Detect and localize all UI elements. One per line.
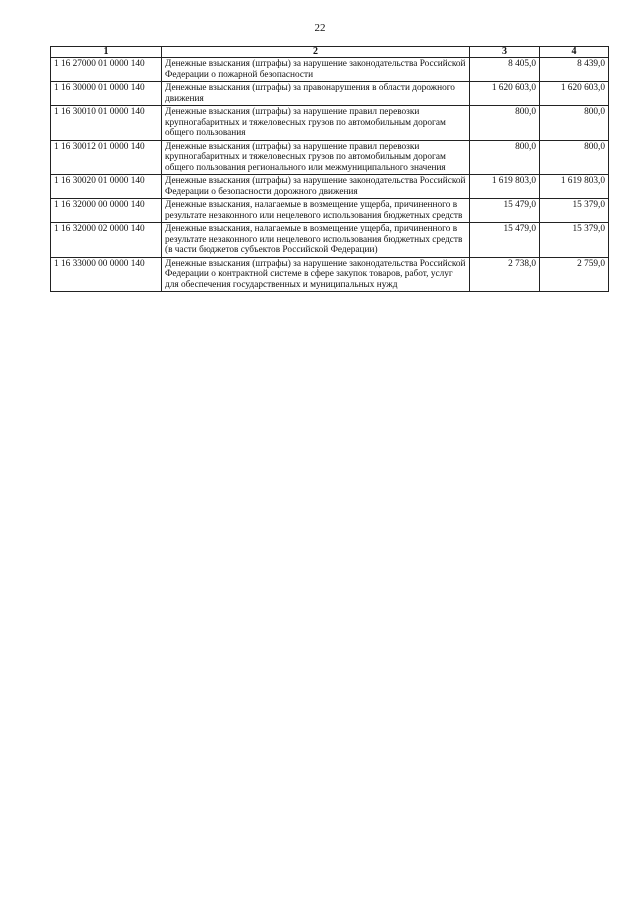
- row-value-col4: 800,0: [540, 106, 609, 141]
- row-description: Денежные взыскания (штрафы) за нарушение законодательства Российской Федерации о безопасности дорожного движения: [162, 175, 470, 199]
- row-value-col4: 2 759,0: [540, 257, 609, 292]
- row-code: 1 16 30000 01 0000 140: [51, 82, 162, 106]
- row-code: 1 16 30012 01 0000 140: [51, 140, 162, 175]
- header-col-3: 3: [470, 47, 540, 58]
- row-code: 1 16 32000 02 0000 140: [51, 223, 162, 258]
- row-code: 1 16 32000 00 0000 140: [51, 199, 162, 223]
- row-value-col3: 1 620 603,0: [470, 82, 540, 106]
- row-description: Денежные взыскания (штрафы) за нарушение правил перевозки крупногабаритных и тяжеловесных грузов по автомобильным дорогам общего пользования регионального или межмуниципального значения: [162, 140, 470, 175]
- table-row: [51, 199, 609, 223]
- row-value-col3: 8 405,0: [470, 58, 540, 82]
- row-value-col3: 15 479,0: [470, 223, 540, 258]
- row-description: Денежные взыскания, налагаемые в возмещение ущерба, причиненного в результате незаконного или нецелевого использования бюджетных средств (в части бюджетов субъектов Российской Федерации): [162, 223, 470, 258]
- table-row: [51, 257, 609, 292]
- row-description: Денежные взыскания (штрафы) за нарушение законодательства Российской Федерации о пожарной безопасности: [162, 58, 470, 82]
- table-row: [51, 58, 609, 82]
- row-value-col3: 2 738,0: [470, 257, 540, 292]
- row-description: Денежные взыскания (штрафы) за нарушение правил перевозки крупногабаритных и тяжеловесных грузов по автомобильным дорогам общего пользования: [162, 106, 470, 141]
- row-value-col3: 800,0: [470, 106, 540, 141]
- row-value-col4: 15 379,0: [540, 223, 609, 258]
- table-row: [51, 140, 609, 175]
- header-col-4: 4: [540, 47, 609, 58]
- row-value-col4: 1 620 603,0: [540, 82, 609, 106]
- table-header-row: [51, 47, 609, 58]
- row-value-col3: 15 479,0: [470, 199, 540, 223]
- table-row: [51, 175, 609, 199]
- table-row: [51, 82, 609, 106]
- row-description: Денежные взыскания, налагаемые в возмещение ущерба, причиненного в результате незаконного или нецелевого использования бюджетных средств: [162, 199, 470, 223]
- header-col-1: 1: [51, 47, 162, 58]
- row-value-col4: 8 439,0: [540, 58, 609, 82]
- row-code: 1 16 33000 00 0000 140: [51, 257, 162, 292]
- table-row: [51, 223, 609, 258]
- row-code: 1 16 30010 01 0000 140: [51, 106, 162, 141]
- revenue-table: [50, 46, 609, 292]
- row-value-col3: 800,0: [470, 140, 540, 175]
- row-value-col4: 800,0: [540, 140, 609, 175]
- page-number: 22: [314, 22, 326, 34]
- row-code: 1 16 27000 01 0000 140: [51, 58, 162, 82]
- row-description: Денежные взыскания (штрафы) за правонарушения в области дорожного движения: [162, 82, 470, 106]
- row-value-col4: 15 379,0: [540, 199, 609, 223]
- row-value-col3: 1 619 803,0: [470, 175, 540, 199]
- row-code: 1 16 30020 01 0000 140: [51, 175, 162, 199]
- table-row: [51, 106, 609, 141]
- row-description: Денежные взыскания (штрафы) за нарушение законодательства Российской Федерации о контрактной системе в сфере закупок товаров, работ, услуг для обеспечения государственных и муниципальных нужд: [162, 257, 470, 292]
- row-value-col4: 1 619 803,0: [540, 175, 609, 199]
- header-col-2: 2: [162, 47, 470, 58]
